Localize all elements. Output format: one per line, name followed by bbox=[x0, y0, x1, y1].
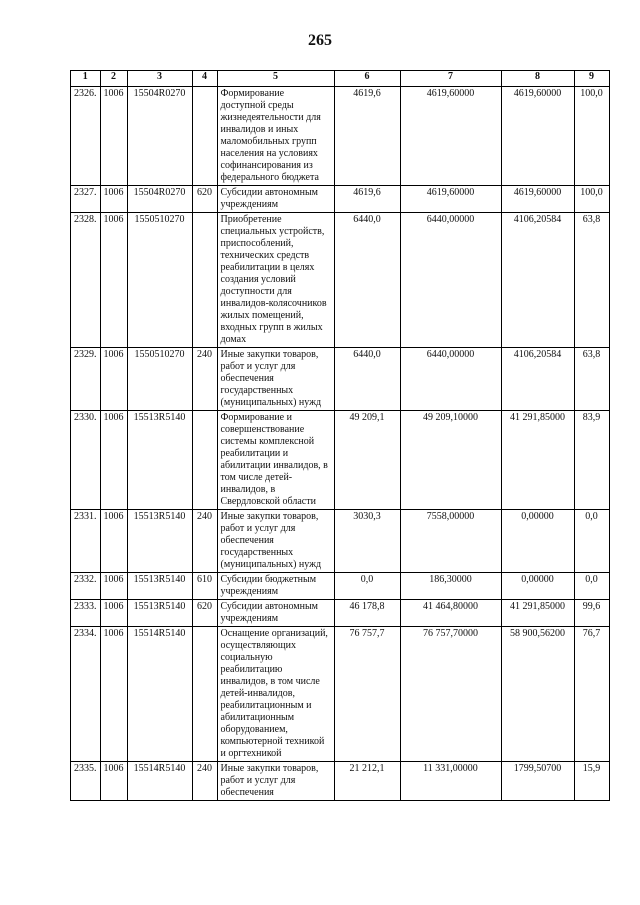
amount-col6: 6440,0 bbox=[334, 348, 400, 411]
section-code: 1006 bbox=[100, 762, 127, 801]
amount-col8: 41 291,85000 bbox=[501, 600, 574, 627]
row-number: 2326. bbox=[71, 87, 101, 186]
percent-col9: 15,9 bbox=[574, 762, 609, 801]
percent-col9: 0,0 bbox=[574, 573, 609, 600]
item-name: Формирование доступной среды жизнедеятельности для инвалидов и иных маломобильных групп населения на условиях софинансирования из федерального бюджета bbox=[217, 87, 334, 186]
table-row bbox=[71, 411, 610, 510]
amount-col6: 49 209,1 bbox=[334, 411, 400, 510]
row-number: 2328. bbox=[71, 213, 101, 348]
section-code: 1006 bbox=[100, 186, 127, 213]
item-name: Оснащение организаций, осуществляющих социальную реабилитацию инвалидов, в том числе детей-инвалидов, реабилитационным и абилитационным оборудованием, компьютерной техникой и оргтехникой bbox=[217, 627, 334, 762]
amount-col8: 0,00000 bbox=[501, 573, 574, 600]
column-header: 3 bbox=[127, 71, 192, 87]
item-name: Субсидии бюджетным учреждениям bbox=[217, 573, 334, 600]
amount-col7: 6440,00000 bbox=[400, 213, 501, 348]
column-header: 1 bbox=[71, 71, 101, 87]
section-code: 1006 bbox=[100, 510, 127, 573]
expense-type-code bbox=[192, 213, 217, 348]
amount-col8: 4106,20584 bbox=[501, 213, 574, 348]
amount-col6: 3030,3 bbox=[334, 510, 400, 573]
row-number: 2332. bbox=[71, 573, 101, 600]
item-name: Субсидии автономным учреждениям bbox=[217, 600, 334, 627]
header-row bbox=[71, 71, 610, 87]
table-row bbox=[71, 600, 610, 627]
amount-col8: 0,00000 bbox=[501, 510, 574, 573]
table-row bbox=[71, 213, 610, 348]
percent-col9: 63,8 bbox=[574, 213, 609, 348]
amount-col7: 49 209,10000 bbox=[400, 411, 501, 510]
expense-type-code: 610 bbox=[192, 573, 217, 600]
target-article-code: 15504R0270 bbox=[127, 87, 192, 186]
expense-type-code bbox=[192, 411, 217, 510]
percent-col9: 100,0 bbox=[574, 186, 609, 213]
section-code: 1006 bbox=[100, 573, 127, 600]
table-row bbox=[71, 627, 610, 762]
percent-col9: 0,0 bbox=[574, 510, 609, 573]
amount-col8: 41 291,85000 bbox=[501, 411, 574, 510]
amount-col6: 4619,6 bbox=[334, 186, 400, 213]
table-row bbox=[71, 186, 610, 213]
percent-col9: 99,6 bbox=[574, 600, 609, 627]
target-article-code: 1550510270 bbox=[127, 348, 192, 411]
target-article-code: 1550510270 bbox=[127, 213, 192, 348]
section-code: 1006 bbox=[100, 87, 127, 186]
column-header: 5 bbox=[217, 71, 334, 87]
target-article-code: 15514R5140 bbox=[127, 627, 192, 762]
row-number: 2334. bbox=[71, 627, 101, 762]
amount-col6: 46 178,8 bbox=[334, 600, 400, 627]
target-article-code: 15514R5140 bbox=[127, 762, 192, 801]
item-name: Приобретение специальных устройств, приспособлений, технических средств реабилитации в целях создания условий доступности для инвалидов-колясочников жилых помещений, входных групп в жилых домах bbox=[217, 213, 334, 348]
column-header: 8 bbox=[501, 71, 574, 87]
percent-col9: 100,0 bbox=[574, 87, 609, 186]
amount-col6: 21 212,1 bbox=[334, 762, 400, 801]
target-article-code: 15504R0270 bbox=[127, 186, 192, 213]
item-name: Иные закупки товаров, работ и услуг для обеспечения bbox=[217, 762, 334, 801]
amount-col7: 6440,00000 bbox=[400, 348, 501, 411]
budget-table bbox=[70, 70, 610, 801]
row-number: 2329. bbox=[71, 348, 101, 411]
expense-type-code: 240 bbox=[192, 510, 217, 573]
column-header: 2 bbox=[100, 71, 127, 87]
section-code: 1006 bbox=[100, 600, 127, 627]
item-name: Иные закупки товаров, работ и услуг для обеспечения государственных (муниципальных) нужд bbox=[217, 348, 334, 411]
table-row bbox=[71, 87, 610, 186]
amount-col6: 0,0 bbox=[334, 573, 400, 600]
target-article-code: 15513R5140 bbox=[127, 573, 192, 600]
section-code: 1006 bbox=[100, 348, 127, 411]
column-header: 7 bbox=[400, 71, 501, 87]
column-header: 6 bbox=[334, 71, 400, 87]
amount-col7: 4619,60000 bbox=[400, 186, 501, 213]
amount-col8: 1799,50700 bbox=[501, 762, 574, 801]
section-code: 1006 bbox=[100, 213, 127, 348]
amount-col7: 76 757,70000 bbox=[400, 627, 501, 762]
section-code: 1006 bbox=[100, 411, 127, 510]
table-row bbox=[71, 510, 610, 573]
target-article-code: 15513R5140 bbox=[127, 411, 192, 510]
amount-col7: 4619,60000 bbox=[400, 87, 501, 186]
item-name: Формирование и совершенствование системы комплексной реабилитации и абилитации инвалидов, в том числе детей-инвалидов, в Свердловской области bbox=[217, 411, 334, 510]
target-article-code: 15513R5140 bbox=[127, 600, 192, 627]
amount-col6: 76 757,7 bbox=[334, 627, 400, 762]
row-number: 2330. bbox=[71, 411, 101, 510]
amount-col7: 7558,00000 bbox=[400, 510, 501, 573]
row-number: 2335. bbox=[71, 762, 101, 801]
expense-type-code: 620 bbox=[192, 600, 217, 627]
column-header: 9 bbox=[574, 71, 609, 87]
table-row bbox=[71, 762, 610, 801]
amount-col8: 4619,60000 bbox=[501, 186, 574, 213]
expense-type-code: 240 bbox=[192, 762, 217, 801]
amount-col7: 186,30000 bbox=[400, 573, 501, 600]
column-header: 4 bbox=[192, 71, 217, 87]
section-code: 1006 bbox=[100, 627, 127, 762]
row-number: 2333. bbox=[71, 600, 101, 627]
table-row bbox=[71, 348, 610, 411]
row-number: 2331. bbox=[71, 510, 101, 573]
amount-col6: 4619,6 bbox=[334, 87, 400, 186]
percent-col9: 76,7 bbox=[574, 627, 609, 762]
expense-type-code: 240 bbox=[192, 348, 217, 411]
row-number: 2327. bbox=[71, 186, 101, 213]
expense-type-code bbox=[192, 87, 217, 186]
item-name: Иные закупки товаров, работ и услуг для обеспечения государственных (муниципальных) нужд bbox=[217, 510, 334, 573]
amount-col8: 4619,60000 bbox=[501, 87, 574, 186]
amount-col7: 11 331,00000 bbox=[400, 762, 501, 801]
expense-type-code: 620 bbox=[192, 186, 217, 213]
expense-type-code bbox=[192, 627, 217, 762]
page-number: 265 bbox=[308, 32, 332, 49]
table-row bbox=[71, 573, 610, 600]
amount-col6: 6440,0 bbox=[334, 213, 400, 348]
target-article-code: 15513R5140 bbox=[127, 510, 192, 573]
amount-col8: 58 900,56200 bbox=[501, 627, 574, 762]
percent-col9: 83,9 bbox=[574, 411, 609, 510]
percent-col9: 63,8 bbox=[574, 348, 609, 411]
amount-col7: 41 464,80000 bbox=[400, 600, 501, 627]
item-name: Субсидии автономным учреждениям bbox=[217, 186, 334, 213]
amount-col8: 4106,20584 bbox=[501, 348, 574, 411]
